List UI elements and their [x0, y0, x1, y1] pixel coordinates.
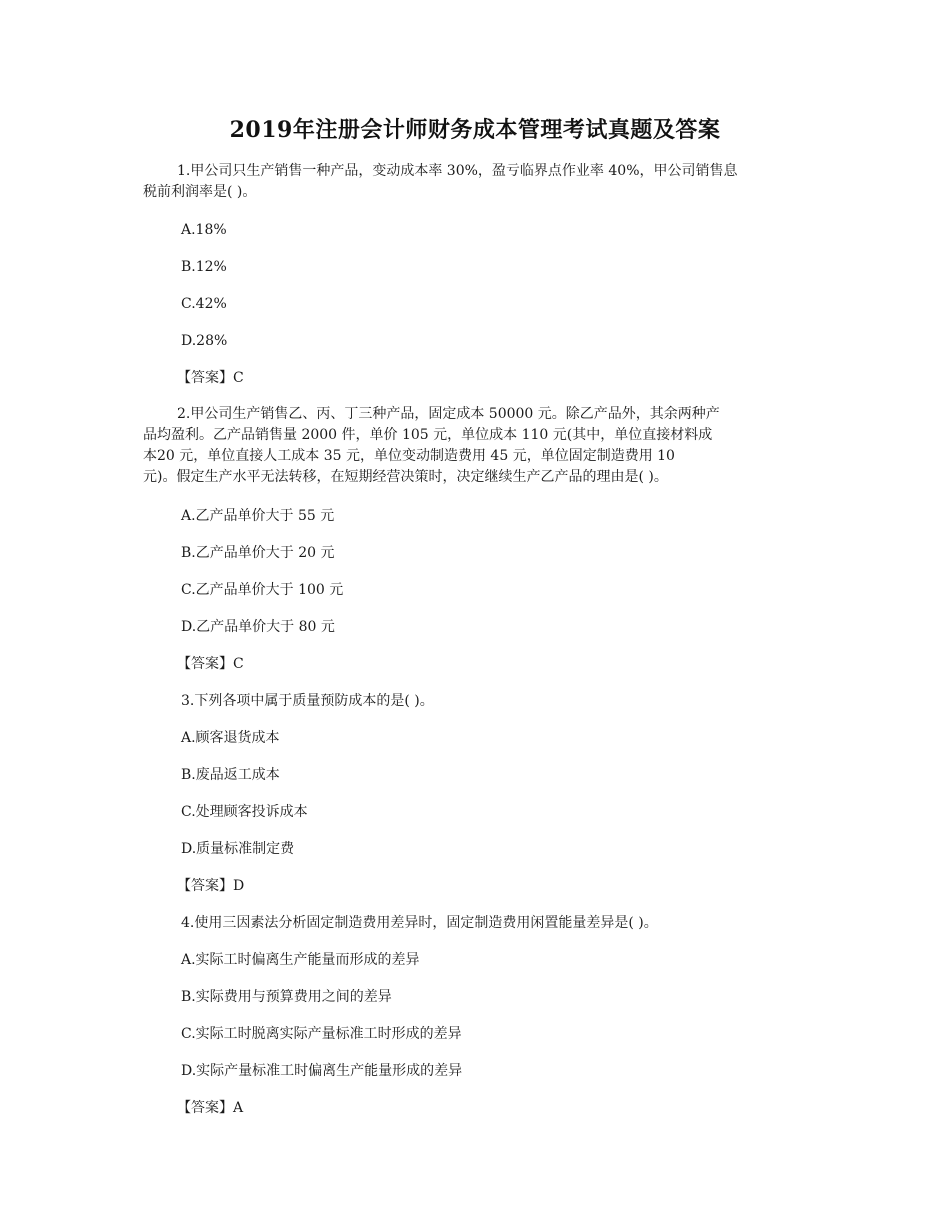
question-1-text: 1.甲公司只生产销售一种产品，变动成本率 30%，盈亏临界点作业率 40%，甲公司销售息 — [177, 163, 738, 179]
question-1-option-b: B.12% — [181, 259, 227, 275]
question-1-option-d: D.28% — [181, 333, 228, 349]
question-4-option-b: B.实际费用与预算费用之间的差异 — [181, 989, 392, 1005]
question-2-option-b: B.乙产品单价大于 20 元 — [181, 545, 335, 561]
question-2-option-d: D.乙产品单价大于 80 元 — [181, 619, 335, 635]
question-1-option-a: A.18% — [181, 222, 227, 238]
question-2-text-cont-1: 品均盈利。乙产品销售量 2000 件，单价 105 元，单位成本 110 元(其中，单位直接材料成 — [143, 427, 713, 443]
question-3-option-a: A.顾客退货成本 — [181, 730, 280, 746]
question-3-option-d: D.质量标准制定费 — [181, 841, 295, 857]
question-4-answer: 【答案】A — [177, 1100, 244, 1116]
question-1-answer: 【答案】C — [177, 370, 244, 386]
question-4-option-c: C.实际工时脱离实际产量标准工时形成的差异 — [181, 1026, 462, 1042]
question-3-answer: 【答案】D — [177, 878, 245, 894]
question-2-option-a: A.乙产品单价大于 55 元 — [181, 508, 335, 524]
question-1-option-c: C.42% — [181, 296, 227, 312]
question-3-text: 3.下列各项中属于质量预防成本的是( )。 — [181, 693, 434, 709]
question-4-text: 4.使用三因素法分析固定制造费用差异时，固定制造费用闲置能量差异是( )。 — [181, 915, 658, 931]
question-2-text-cont-3: 元)。假定生产水平无法转移，在短期经营决策时，决定继续生产乙产品的理由是( )。 — [143, 469, 668, 485]
question-1-text-cont: 税前利润率是( )。 — [143, 184, 257, 200]
question-4-option-d: D.实际产量标准工时偏离生产能量形成的差异 — [181, 1063, 463, 1079]
question-4-option-a: A.实际工时偏离生产能量而形成的差异 — [181, 952, 420, 968]
question-2-option-c: C.乙产品单价大于 100 元 — [181, 582, 344, 598]
question-2-text-cont-2: 本20 元，单位直接人工成本 35 元，单位变动制造费用 45 元，单位固定制造费用 10 — [143, 448, 675, 464]
question-2-text: 2.甲公司生产销售乙、丙、丁三种产品，固定成本 50000 元。除乙产品外，其余两种产 — [177, 406, 720, 422]
page-title: 2019年注册会计师财务成本管理考试真题及答案 — [229, 117, 721, 143]
question-3-option-c: C.处理顾客投诉成本 — [181, 804, 308, 820]
question-2-answer: 【答案】C — [177, 656, 244, 672]
question-3-option-b: B.废品返工成本 — [181, 767, 280, 783]
